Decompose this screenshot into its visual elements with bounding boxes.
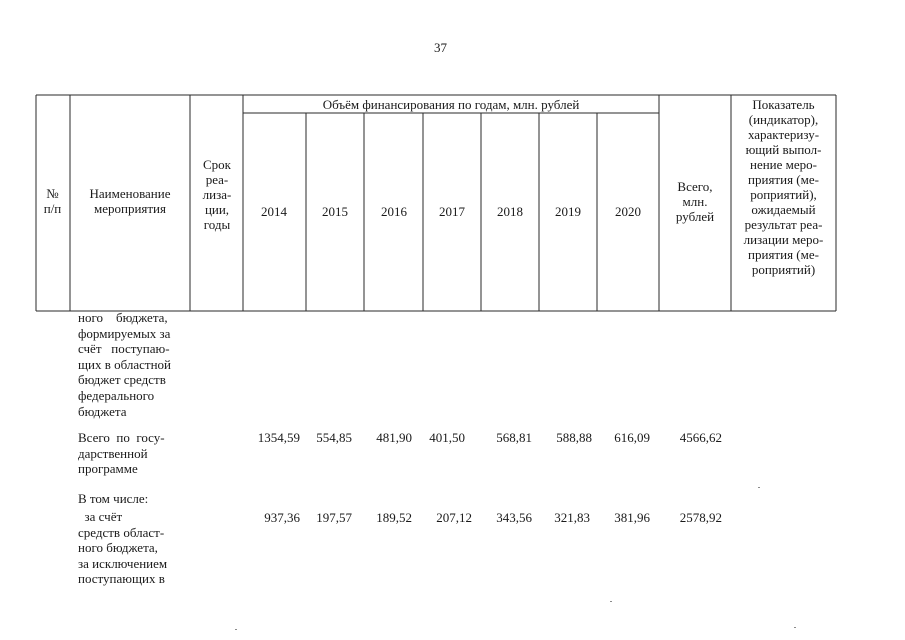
header-term <box>192 157 242 232</box>
row-total-value-2020: 616,09 <box>614 430 650 445</box>
header-number-text: № п/п <box>43 186 62 216</box>
scan-speck <box>758 487 760 488</box>
header-term-text: Срок реа- лиза- ции, годы <box>202 157 232 232</box>
header-year-2017: 2017 <box>439 204 465 219</box>
row-regional-sum: 2578,92 <box>679 510 722 525</box>
header-year-2014: 2014 <box>261 204 287 219</box>
page-number: 37 <box>434 40 447 55</box>
row-regional-value-2015: 197,57 <box>316 510 352 525</box>
header-year-2019: 2019 <box>555 204 581 219</box>
header-number <box>36 186 69 216</box>
row-regional-value-2019: 321,83 <box>554 510 590 525</box>
header-indicator <box>733 97 834 277</box>
row-total-value-2017: 401,50 <box>429 430 465 445</box>
header-name <box>73 186 187 216</box>
row-total-value-2016: 481,90 <box>376 430 412 445</box>
including-label: В том числе: <box>78 491 149 506</box>
header-total-text: Всего, млн. рублей <box>675 179 715 224</box>
row-continuation-text: ного бюджета, формируемых за счёт поступаю- щих в областной бюджет средств федерального бюджета <box>78 310 172 419</box>
row-total-value-2019: 588,88 <box>556 430 592 445</box>
header-funding: Объём финансирования по годам, млн. рублей <box>322 97 580 112</box>
scan-speck <box>235 629 237 630</box>
row-regional-value-2018: 343,56 <box>496 510 532 525</box>
row-total-value-2015: 554,85 <box>316 430 352 445</box>
header-year-2020: 2020 <box>615 204 641 219</box>
scan-speck <box>610 601 612 602</box>
header-year-2018: 2018 <box>497 204 523 219</box>
scan-speck <box>794 627 796 628</box>
row-regional-value-2020: 381,96 <box>614 510 650 525</box>
header-total <box>660 179 730 224</box>
header-indicator-text: Показатель (индикатор), характеризу- ющий выпол- нение меро- приятия (ме- роприятий), ожидаемый результат реа- лизации меро- приятия (ме- роприятий) <box>743 97 824 277</box>
row-total-value-2018: 568,81 <box>496 430 532 445</box>
row-total-value-2014: 1354,59 <box>257 430 300 445</box>
header-year-2016: 2016 <box>381 204 407 219</box>
row-regional-label: за счёт средств област- ного бюджета, за исключением поступающих в <box>78 509 168 587</box>
row-total-sum: 4566,62 <box>679 430 722 445</box>
row-regional-value-2016: 189,52 <box>376 510 412 525</box>
row-total-program-label: Всего по госу- дарственной программе <box>78 430 165 477</box>
row-regional-value-2017: 207,12 <box>436 510 472 525</box>
header-year-2015: 2015 <box>322 204 348 219</box>
header-name-text: Наименование мероприятия <box>89 186 171 216</box>
row-regional-value-2014: 937,36 <box>264 510 300 525</box>
